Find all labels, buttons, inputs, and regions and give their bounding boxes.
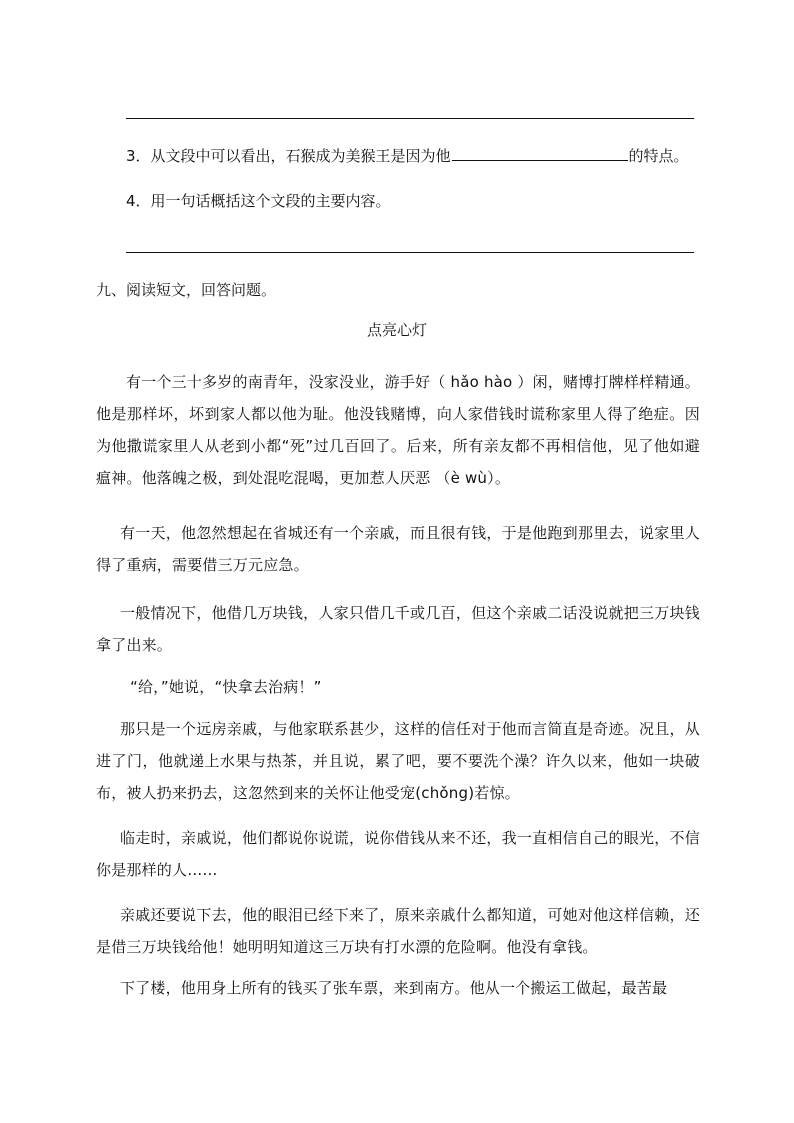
paragraph-8: 下了楼，他用身上所有的钱买了张车票，来到南方。他从一个搬运工做起，最苦最 <box>120 979 668 997</box>
section-heading: 九、阅读短文，回答问题。 <box>96 281 277 299</box>
paragraph-5: 那只是一个远房亲戚，与他家联系甚少，这样的信任对于他而言简直是奇迹。况且，从进了门，他就递上水果与热茶，并且说，累了吧，要不要洗个澡？许久以来，他如一块破布，被人扔来扔去，这忽然到来的关怀让他受宠(chǒng)若惊。 <box>96 720 700 802</box>
question-3-blank[interactable] <box>452 146 628 161</box>
passage-title: 点亮心灯 <box>366 321 427 339</box>
paragraph-4: “给，”她说，“快拿去治病！” <box>130 678 322 696</box>
question-3 <box>126 146 689 166</box>
question-4: 4．用一句话概括这个文段的主要内容。 <box>126 192 391 210</box>
question-3-suffix: 的特点。 <box>628 147 689 165</box>
paragraph-7: 亲戚还要说下去，他的眼泪已经下来了，原来亲戚什么都知道，可她对他这样信赖，还是借三万块钱给他！她明明知道这三万块有打水漂的危险啊。他没有拿钱。 <box>96 906 700 956</box>
paragraph-3: 一般情况下，他借几万块钱，人家只借几千或几百，但这个亲戚二话没说就把三万块钱拿了出来。 <box>96 604 700 654</box>
paragraph-6: 临走时，亲戚说，他们都说你说谎，说你借钱从来不还，我一直相信自己的眼光，不信你是那样的人…… <box>96 829 700 879</box>
answer-line-q4[interactable] <box>126 252 694 253</box>
paragraph-2: 有一天，他忽然想起在省城还有一个亲戚，而且很有钱，于是他跑到那里去，说家里人得了重病，需要借三万元应急。 <box>96 524 700 574</box>
answer-line-top[interactable] <box>126 118 694 119</box>
question-3-prefix: 3．从文段中可以看出，石猴成为美猴王是因为他 <box>126 147 451 165</box>
paragraph-1: 有一个三十多岁的南青年，没家没业，游手好（ hǎo hào ）闲，赌博打牌样样精通。他是那样坏，坏到家人都以他为耻。他没钱赌博，向人家借钱时谎称家里人得了绝症。因为他撒谎家里人从老到小都“死”过几百回了。后来，所有亲友都不再相信他，见了他如避瘟神。他落魄之极，到处混吃混喝，更加惹人厌恶 （è wù）。 <box>96 373 700 487</box>
